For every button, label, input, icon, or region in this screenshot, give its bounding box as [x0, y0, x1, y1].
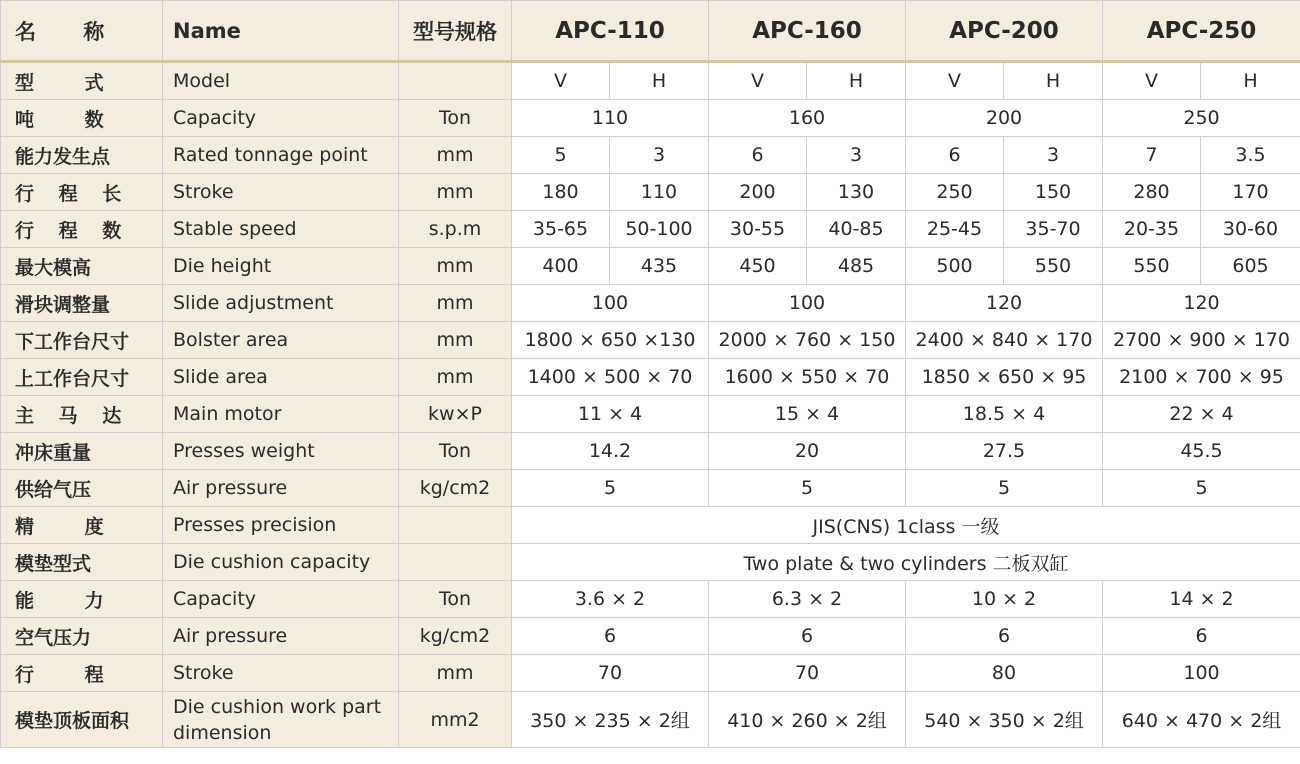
- cell: 80: [906, 655, 1103, 692]
- cell: 3: [1004, 137, 1103, 174]
- row-unit: mm: [399, 174, 512, 211]
- cell: 6: [512, 618, 709, 655]
- cell: 5: [512, 137, 610, 174]
- cell: 3.6 × 2: [512, 581, 709, 618]
- cell: 280: [1103, 174, 1201, 211]
- cell: 20-35: [1103, 211, 1201, 248]
- row-label-zh: 冲床重量: [1, 433, 163, 470]
- row-label-zh: 行 程 长: [1, 174, 163, 211]
- row-label-zh: 能 力: [1, 581, 163, 618]
- row-label-en: Die cushion capacity: [163, 544, 399, 581]
- row-slide-adjustment: [1, 285, 1300, 322]
- cell: 640 × 470 × 2组: [1103, 692, 1300, 748]
- row-unit: Ton: [399, 100, 512, 137]
- cell: 30-60: [1201, 211, 1300, 248]
- row-label-zh: 最大模高: [1, 248, 163, 285]
- cell: 170: [1201, 174, 1300, 211]
- cell: 1850 × 650 × 95: [906, 359, 1103, 396]
- row-stable-speed: [1, 211, 1300, 248]
- row-label-zh: 空气压力: [1, 618, 163, 655]
- cell: 70: [512, 655, 709, 692]
- row-unit: kw×P: [399, 396, 512, 433]
- row-unit: s.p.m: [399, 211, 512, 248]
- row-label-en: Slide adjustment: [163, 285, 399, 322]
- cell: 45.5: [1103, 433, 1300, 470]
- row-label-zh: 上工作台尺寸: [1, 359, 163, 396]
- header-name-zh: 名 称: [1, 1, 163, 62]
- cell: 605: [1201, 248, 1300, 285]
- cell: 2700 × 900 × 170: [1103, 322, 1300, 359]
- row-unit: mm: [399, 359, 512, 396]
- row-label-en: Stable speed: [163, 211, 399, 248]
- row-unit: mm: [399, 322, 512, 359]
- cell: JIS(CNS) 1class 一级: [512, 507, 1300, 544]
- row-stroke: [1, 174, 1300, 211]
- row-label-en: Air pressure: [163, 470, 399, 507]
- row-label-en: Stroke: [163, 174, 399, 211]
- header-row: [1, 1, 1300, 62]
- cell: 6.3 × 2: [709, 581, 906, 618]
- row-label-zh: 行 程: [1, 655, 163, 692]
- cell: 3: [610, 137, 709, 174]
- cell: V: [906, 62, 1004, 100]
- row-label-en: Rated tonnage point: [163, 137, 399, 174]
- header-model-apc-250: APC-250: [1103, 1, 1300, 62]
- cell: 250: [1103, 100, 1300, 137]
- row-cushion-capacity: [1, 581, 1300, 618]
- cell: 2000 × 760 × 150: [709, 322, 906, 359]
- row-label-zh: 行 程 数: [1, 211, 163, 248]
- cell: 550: [1103, 248, 1201, 285]
- row-label-zh: 模垫顶板面积: [1, 692, 163, 748]
- cell: 14.2: [512, 433, 709, 470]
- row-label-en: Presses precision: [163, 507, 399, 544]
- row-unit: kg/cm2: [399, 470, 512, 507]
- cell: 3: [807, 137, 906, 174]
- cell: 500: [906, 248, 1004, 285]
- cell: 5: [512, 470, 709, 507]
- row-capacity: [1, 100, 1300, 137]
- row-label-en: Capacity: [163, 100, 399, 137]
- row-air-pressure: [1, 470, 1300, 507]
- row-label-zh: 型 式: [1, 62, 163, 100]
- cell: 22 × 4: [1103, 396, 1300, 433]
- cell: 6: [906, 618, 1103, 655]
- row-label-zh: 吨 数: [1, 100, 163, 137]
- row-label-en: Capacity: [163, 581, 399, 618]
- row-rated-tonnage: [1, 137, 1300, 174]
- row-unit: [399, 544, 512, 581]
- cell: 410 × 260 × 2组: [709, 692, 906, 748]
- row-label-zh: 主 马 达: [1, 396, 163, 433]
- cell: 5: [709, 470, 906, 507]
- cell: 50-100: [610, 211, 709, 248]
- cell: 1800 × 650 ×130: [512, 322, 709, 359]
- cell: 14 × 2: [1103, 581, 1300, 618]
- cell: H: [1201, 62, 1300, 100]
- cell: 120: [906, 285, 1103, 322]
- row-bolster-area: [1, 322, 1300, 359]
- row-label-en: Main motor: [163, 396, 399, 433]
- cell: 15 × 4: [709, 396, 906, 433]
- cell: 160: [709, 100, 906, 137]
- cell: H: [807, 62, 906, 100]
- cell: 2100 × 700 × 95: [1103, 359, 1300, 396]
- cell: 6: [1103, 618, 1300, 655]
- row-slide-area: [1, 359, 1300, 396]
- row-main-motor: [1, 396, 1300, 433]
- row-die-height: [1, 248, 1300, 285]
- cell: 11 × 4: [512, 396, 709, 433]
- cell: 5: [1103, 470, 1300, 507]
- cell: 40-85: [807, 211, 906, 248]
- row-unit: mm2: [399, 692, 512, 748]
- cell: H: [1004, 62, 1103, 100]
- cell: 150: [1004, 174, 1103, 211]
- cell: 1600 × 550 × 70: [709, 359, 906, 396]
- cell: 5: [906, 470, 1103, 507]
- row-cushion-air-pressure: [1, 618, 1300, 655]
- cell: H: [610, 62, 709, 100]
- row-label-zh: 精 度: [1, 507, 163, 544]
- row-unit: Ton: [399, 433, 512, 470]
- cell: Two plate & two cylinders 二板双缸: [512, 544, 1300, 581]
- cell: 27.5: [906, 433, 1103, 470]
- row-cushion-work-dimension: [1, 692, 1300, 748]
- cell: 110: [610, 174, 709, 211]
- row-unit: mm: [399, 285, 512, 322]
- cell: 3.5: [1201, 137, 1300, 174]
- cell: 100: [709, 285, 906, 322]
- cell: 110: [512, 100, 709, 137]
- cell: V: [709, 62, 807, 100]
- header-name-en: Name: [163, 1, 399, 62]
- cell: 350 × 235 × 2组: [512, 692, 709, 748]
- cell: 540 × 350 × 2组: [906, 692, 1103, 748]
- cell: 6: [709, 137, 807, 174]
- cell: 120: [1103, 285, 1300, 322]
- cell: 485: [807, 248, 906, 285]
- row-cushion-stroke: [1, 655, 1300, 692]
- cell: 6: [709, 618, 906, 655]
- row-unit: [399, 507, 512, 544]
- cell: 20: [709, 433, 906, 470]
- row-label-zh: 能力发生点: [1, 137, 163, 174]
- cell: 10 × 2: [906, 581, 1103, 618]
- header-model-apc-200: APC-200: [906, 1, 1103, 62]
- row-model: [1, 62, 1300, 100]
- cell: 400: [512, 248, 610, 285]
- cell: 180: [512, 174, 610, 211]
- cell: 435: [610, 248, 709, 285]
- row-label-zh: 下工作台尺寸: [1, 322, 163, 359]
- row-presses-weight: [1, 433, 1300, 470]
- row-unit: mm: [399, 248, 512, 285]
- cell: 30-55: [709, 211, 807, 248]
- row-unit: mm: [399, 137, 512, 174]
- cell: 7: [1103, 137, 1201, 174]
- row-label-en: Stroke: [163, 655, 399, 692]
- cell: 100: [1103, 655, 1300, 692]
- cell: 25-45: [906, 211, 1004, 248]
- row-label-zh: 模垫型式: [1, 544, 163, 581]
- row-label-en: Model: [163, 62, 399, 100]
- cell: 70: [709, 655, 906, 692]
- cell: V: [512, 62, 610, 100]
- header-spec: 型号规格: [399, 1, 512, 62]
- row-die-cushion-type: [1, 544, 1300, 581]
- row-unit: Ton: [399, 581, 512, 618]
- row-unit: mm: [399, 655, 512, 692]
- row-unit: [399, 62, 512, 100]
- cell: 200: [709, 174, 807, 211]
- row-label-en: Bolster area: [163, 322, 399, 359]
- row-label-en: Die height: [163, 248, 399, 285]
- row-label-zh: 滑块调整量: [1, 285, 163, 322]
- cell: 1400 × 500 × 70: [512, 359, 709, 396]
- row-label-en: Die cushion work part dimension: [163, 692, 399, 748]
- cell: 200: [906, 100, 1103, 137]
- cell: 450: [709, 248, 807, 285]
- cell: 2400 × 840 × 170: [906, 322, 1103, 359]
- row-label-zh: 供给气压: [1, 470, 163, 507]
- cell: V: [1103, 62, 1201, 100]
- cell: 250: [906, 174, 1004, 211]
- row-label-en: Slide area: [163, 359, 399, 396]
- cell: 35-70: [1004, 211, 1103, 248]
- cell: 100: [512, 285, 709, 322]
- cell: 18.5 × 4: [906, 396, 1103, 433]
- row-unit: kg/cm2: [399, 618, 512, 655]
- cell: 6: [906, 137, 1004, 174]
- row-label-en: Presses weight: [163, 433, 399, 470]
- row-presses-precision: [1, 507, 1300, 544]
- header-model-apc-110: APC-110: [512, 1, 709, 62]
- row-label-en: Air pressure: [163, 618, 399, 655]
- cell: 550: [1004, 248, 1103, 285]
- cell: 130: [807, 174, 906, 211]
- header-model-apc-160: APC-160: [709, 1, 906, 62]
- cell: 35-65: [512, 211, 610, 248]
